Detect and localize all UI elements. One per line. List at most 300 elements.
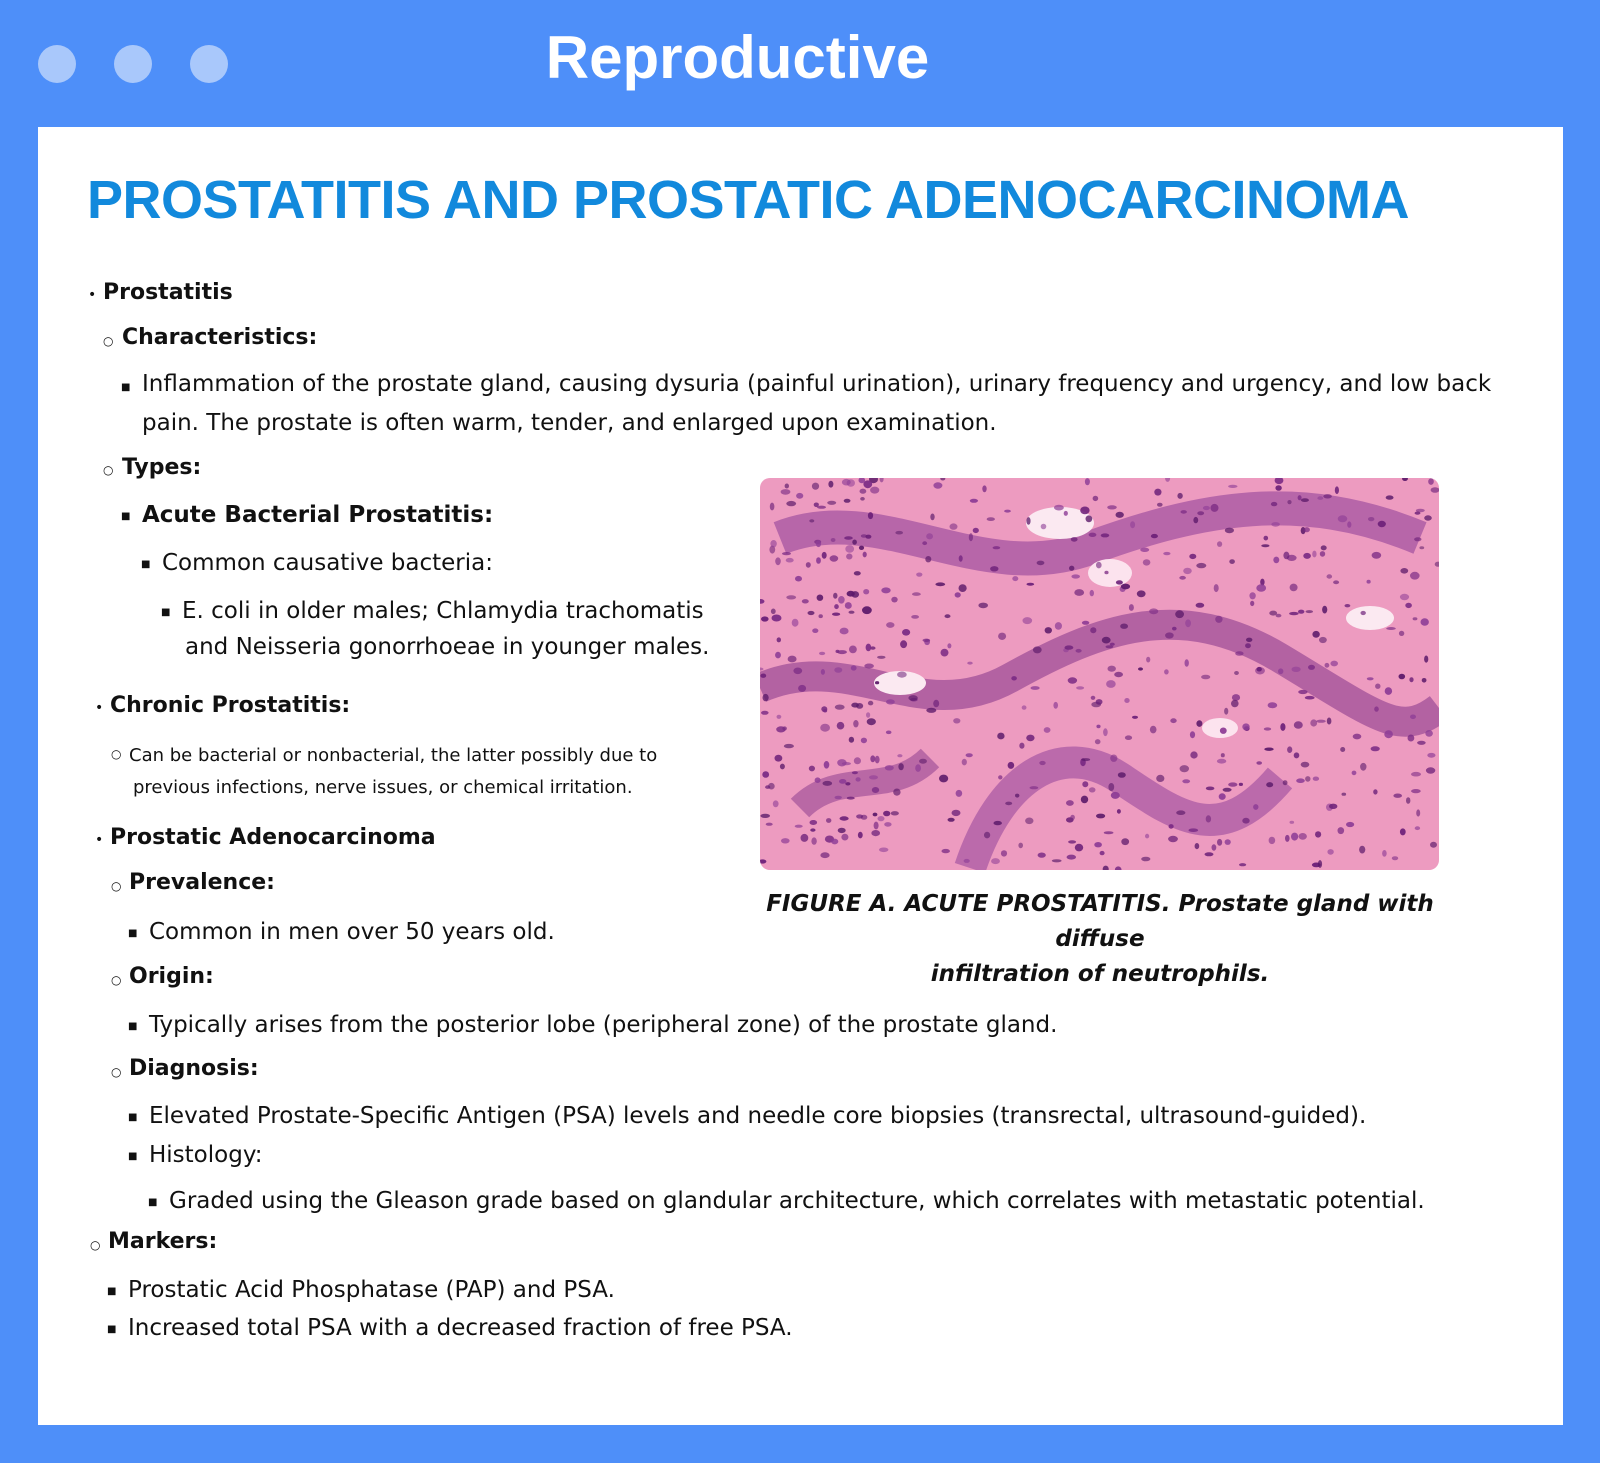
nucleus — [841, 834, 848, 841]
nucleus — [1005, 802, 1012, 806]
nucleus — [1411, 772, 1421, 777]
adenocarcinoma-heading: Prostatic Adenocarcinoma — [110, 825, 436, 850]
nucleus — [1089, 787, 1096, 792]
nucleus — [1070, 815, 1075, 820]
nucleus — [877, 656, 885, 659]
nucleus — [836, 650, 840, 653]
nucleus — [870, 755, 875, 762]
nucleus — [873, 813, 878, 817]
nucleus — [1371, 746, 1380, 751]
nucleus — [845, 545, 854, 553]
nucleus — [1201, 675, 1210, 680]
nucleus — [875, 681, 879, 684]
nucleus — [1431, 487, 1439, 493]
nucleus — [1266, 782, 1273, 787]
nucleus — [1271, 522, 1280, 527]
nucleus — [1264, 727, 1271, 730]
nucleus — [1424, 515, 1432, 520]
nucleus — [930, 514, 934, 521]
nucleus — [826, 818, 831, 823]
nucleus — [1023, 617, 1033, 624]
nucleus — [1055, 622, 1062, 630]
nucleus — [1273, 557, 1279, 564]
nucleus — [1239, 783, 1243, 786]
bullet-circle-icon — [103, 462, 113, 478]
nucleus — [1386, 627, 1396, 630]
nucleus — [845, 782, 850, 785]
nucleus — [795, 825, 803, 828]
markers-item-1: Prostatic Acid Phosphatase (PAP) and PSA. — [128, 1277, 615, 1303]
bacteria-label: Common causative bacteria: — [162, 550, 493, 576]
figure-caption-line2: infiltration of neutrophils. — [930, 961, 1270, 987]
nucleus — [952, 810, 961, 816]
nucleus — [1290, 821, 1295, 824]
nucleus — [1150, 726, 1157, 734]
nucleus — [1164, 669, 1169, 674]
nucleus — [1325, 663, 1330, 668]
nucleus — [1071, 574, 1080, 578]
nucleus — [1246, 638, 1252, 642]
nucleus — [1015, 794, 1019, 798]
nucleus — [1319, 637, 1327, 643]
nucleus — [935, 582, 945, 586]
nucleus — [766, 823, 773, 826]
nucleus — [853, 720, 858, 727]
nucleus — [1106, 680, 1116, 688]
nucleus — [959, 555, 963, 561]
nucleus — [1151, 534, 1158, 538]
nucleus — [867, 718, 876, 725]
nucleus — [1185, 619, 1191, 627]
nucleus — [1231, 700, 1239, 707]
nucleus — [796, 493, 803, 499]
nucleus — [1428, 478, 1434, 485]
nucleus — [1170, 718, 1176, 723]
nucleus — [1080, 507, 1089, 515]
nucleus — [831, 538, 836, 542]
nucleus — [1025, 818, 1033, 825]
nucleus — [998, 633, 1006, 640]
nucleus — [1250, 601, 1254, 606]
nucleus — [863, 589, 869, 594]
nucleus — [1242, 818, 1249, 824]
nucleus — [884, 822, 891, 827]
nucleus — [777, 637, 781, 642]
nucleus — [1054, 505, 1064, 511]
nucleus — [1269, 837, 1276, 844]
nucleus — [1419, 546, 1424, 549]
nucleus — [1285, 835, 1290, 842]
bullet-circle-icon — [103, 333, 113, 349]
nucleus — [925, 556, 931, 562]
nucleus — [885, 765, 894, 770]
nucleus — [776, 726, 785, 732]
nucleus — [1298, 610, 1304, 614]
nucleus — [775, 652, 781, 659]
nucleus — [1306, 610, 1313, 613]
nucleus — [833, 593, 837, 599]
nucleus — [1220, 728, 1227, 734]
nucleus — [1292, 667, 1301, 672]
nucleus — [1117, 809, 1121, 814]
nucleus — [1294, 721, 1303, 729]
nucleus — [1406, 797, 1410, 804]
nucleus — [802, 599, 809, 603]
nucleus — [1096, 699, 1103, 705]
nucleus — [1215, 616, 1222, 623]
nucleus — [777, 715, 782, 719]
nucleus — [1283, 552, 1289, 560]
nucleus — [1044, 727, 1051, 733]
nucleus — [834, 667, 842, 673]
nucleus — [1316, 720, 1326, 723]
nucleus — [1177, 493, 1182, 499]
nucleus — [1176, 810, 1185, 815]
nucleus — [1146, 657, 1150, 663]
nucleus — [1393, 794, 1402, 798]
nucleus — [1400, 594, 1409, 600]
nucleus — [1308, 665, 1315, 670]
nucleus — [1375, 684, 1380, 689]
nucleus — [923, 639, 931, 642]
nucleus — [1193, 517, 1198, 523]
nucleus — [1096, 562, 1102, 569]
nucleus — [1116, 580, 1123, 584]
nucleus — [898, 763, 903, 770]
characteristics-text-line1: Inflammation of the prostate gland, causing dysuria (painful urination), urinary frequency and urgency, and low back — [142, 371, 1492, 397]
nucleus — [781, 489, 791, 495]
nucleus — [1116, 512, 1124, 518]
nucleus — [1190, 751, 1197, 758]
nucleus — [991, 858, 1000, 864]
nucleus — [1018, 843, 1023, 849]
nucleus — [886, 622, 894, 628]
nucleus — [1373, 789, 1377, 794]
figure-caption-line1: FIGURE A. ACUTE PROSTATITIS. Prostate gland with diffuse — [766, 891, 1434, 952]
nucleus — [879, 848, 888, 853]
window-title: Reproductive — [545, 24, 930, 91]
nucleus — [1026, 735, 1034, 742]
nucleus — [1340, 747, 1345, 752]
bullet-square-icon — [128, 1147, 137, 1163]
nucleus — [860, 489, 867, 494]
chronic-text-line2: previous infections, nerve issues, or chemical irritation. — [133, 777, 633, 798]
nucleus — [1132, 716, 1138, 719]
nucleus — [835, 796, 842, 799]
nucleus — [842, 479, 851, 486]
markers-item-2: Increased total PSA with a decreased fraction of free PSA. — [128, 1315, 793, 1341]
bullet-square-icon — [161, 603, 170, 619]
nucleus — [1234, 671, 1239, 675]
nucleus — [1165, 632, 1174, 638]
nucleus — [786, 501, 796, 506]
nucleus — [1242, 723, 1249, 730]
nucleus — [1400, 568, 1408, 574]
nucleus — [942, 849, 950, 853]
nucleus — [866, 644, 872, 652]
nucleus — [900, 640, 907, 648]
nucleus — [964, 859, 970, 863]
nucleus — [1217, 839, 1222, 846]
nucleus — [1103, 728, 1108, 736]
nucleus — [860, 497, 865, 501]
nucleus — [1399, 674, 1406, 680]
nucleus — [875, 756, 880, 764]
nucleus — [911, 615, 919, 619]
nucleus — [1085, 478, 1090, 485]
nucleus — [941, 649, 949, 657]
bullet-circle-icon — [111, 972, 121, 988]
nucleus — [1385, 687, 1392, 695]
nucleus — [1330, 661, 1338, 667]
nucleus — [1031, 686, 1040, 690]
nucleus — [824, 761, 830, 769]
nucleus — [1280, 723, 1285, 731]
nucleus — [1256, 584, 1266, 592]
nucleus — [761, 711, 769, 715]
nucleus — [812, 483, 819, 490]
bullet-square-icon — [128, 924, 137, 940]
nucleus — [1253, 804, 1258, 810]
nucleus — [1081, 758, 1090, 761]
nucleus — [1294, 752, 1300, 758]
nucleus — [1156, 775, 1164, 782]
nucleus — [1283, 780, 1288, 785]
nucleus — [1323, 494, 1332, 498]
nucleus — [858, 832, 863, 839]
nucleus — [846, 554, 852, 560]
nucleus — [1287, 746, 1292, 753]
nucleus — [1011, 676, 1017, 680]
nucleus — [1416, 809, 1420, 816]
nucleus — [1322, 606, 1327, 614]
nucleus — [869, 775, 878, 779]
nucleus — [1421, 618, 1429, 626]
nucleus — [1168, 836, 1178, 842]
nucleus — [1141, 857, 1150, 862]
nucleus — [870, 487, 879, 494]
nucleus — [1257, 667, 1262, 672]
nucleus — [1229, 559, 1235, 564]
nucleus — [816, 557, 821, 564]
nucleus — [1296, 778, 1305, 783]
nucleus — [838, 596, 845, 604]
nucleus — [1353, 734, 1362, 740]
nucleus — [1228, 782, 1237, 786]
nucleus — [1223, 788, 1232, 792]
nucleus — [812, 628, 818, 633]
nucleus — [1118, 772, 1126, 778]
nucleus — [1149, 608, 1158, 614]
nucleus — [1038, 853, 1046, 858]
bullet-square-icon — [128, 1108, 137, 1124]
nucleus — [1101, 533, 1110, 537]
nucleus — [891, 597, 897, 603]
nucleus — [809, 519, 814, 522]
nucleus — [1129, 604, 1134, 611]
nucleus — [856, 777, 861, 781]
nucleus — [1361, 611, 1366, 615]
acute-bacterial-label: Acute Bacterial Prostatitis: — [142, 502, 494, 528]
nucleus — [919, 759, 927, 764]
nucleus — [851, 665, 857, 670]
nucleus — [1037, 561, 1045, 566]
nucleus — [1405, 603, 1412, 608]
nucleus — [990, 566, 998, 571]
nucleus — [1392, 856, 1398, 860]
nucleus — [820, 724, 830, 732]
nucleus — [1196, 603, 1205, 608]
nucleus — [872, 787, 879, 793]
nucleus — [1008, 762, 1015, 769]
nucleus — [760, 814, 770, 818]
figure-caption — [745, 887, 1455, 992]
nucleus — [1417, 741, 1426, 745]
nucleus — [1413, 617, 1418, 620]
nucleus — [801, 834, 809, 842]
nucleus — [1082, 621, 1089, 625]
nucleus — [1221, 753, 1225, 757]
nucleus — [861, 738, 867, 744]
nucleus — [868, 701, 873, 706]
nucleus — [1071, 537, 1078, 542]
nucleus — [1069, 566, 1074, 571]
nucleus — [831, 839, 838, 845]
nucleus — [1338, 515, 1348, 522]
nucleus — [1145, 834, 1149, 839]
nucleus — [1408, 735, 1415, 742]
nucleus — [1346, 822, 1354, 827]
nucleus — [1100, 851, 1105, 855]
nucleus — [1094, 842, 1102, 847]
nucleus — [969, 533, 973, 541]
nucleus — [1312, 631, 1319, 638]
nucleus — [763, 694, 769, 701]
nucleus — [1386, 495, 1394, 499]
histology-label: Histology: — [149, 1142, 263, 1168]
histology-micrograph — [760, 478, 1439, 870]
nucleus — [822, 552, 827, 559]
nucleus — [886, 699, 895, 704]
nucleus — [1033, 646, 1042, 653]
nucleus — [827, 501, 836, 505]
nucleus — [1290, 584, 1298, 592]
nucleus — [775, 755, 783, 762]
nucleus — [844, 536, 853, 540]
nucleus — [1012, 576, 1018, 581]
nucleus — [1110, 755, 1117, 762]
nucleus — [1312, 551, 1316, 558]
nucleus — [1121, 838, 1129, 845]
nucleus — [1313, 777, 1319, 781]
nucleus — [1039, 761, 1045, 765]
nucleus — [793, 668, 802, 675]
nucleus — [1217, 759, 1226, 764]
nucleus — [830, 555, 839, 561]
nucleus — [895, 531, 903, 535]
nucleus — [1367, 580, 1371, 584]
nucleus — [955, 592, 961, 597]
nucleus — [1130, 521, 1135, 528]
nucleus — [1068, 840, 1076, 843]
nucleus — [1278, 668, 1283, 674]
nucleus — [849, 737, 854, 743]
bacteria-text-line1: E. coli in older males; Chlamydia trachomatis — [182, 598, 704, 624]
nucleus — [1107, 505, 1117, 509]
nucleus — [849, 611, 855, 614]
nucleus — [838, 828, 846, 833]
nucleus — [1301, 498, 1309, 502]
nucleus — [908, 695, 917, 701]
nucleus — [1169, 824, 1174, 829]
nucleus — [1303, 553, 1311, 559]
nucleus — [1045, 627, 1052, 633]
nucleus — [770, 540, 776, 547]
nucleus — [926, 708, 936, 713]
nucleus — [915, 764, 921, 772]
nucleus — [1137, 590, 1146, 597]
nucleus — [886, 731, 892, 735]
nucleus — [1206, 815, 1211, 822]
nucleus — [849, 646, 857, 654]
nucleus — [854, 571, 861, 575]
nucleus — [1096, 814, 1105, 819]
nucleus — [1320, 551, 1325, 557]
nucleus — [1249, 592, 1255, 599]
nucleus — [998, 775, 1002, 779]
types-label: Types: — [122, 455, 202, 480]
nucleus — [1096, 725, 1100, 729]
nucleus — [1264, 748, 1273, 751]
nucleus — [780, 764, 785, 770]
nucleus — [859, 546, 864, 550]
nucleus — [1086, 515, 1093, 522]
nucleus — [788, 656, 797, 663]
nucleus — [811, 837, 816, 844]
nucleus — [1181, 510, 1187, 514]
nucleus — [978, 603, 988, 609]
nucleus — [1041, 524, 1047, 530]
nucleus — [823, 709, 827, 712]
markers-label: Markers: — [108, 1229, 218, 1254]
nucleus — [1075, 844, 1083, 852]
nucleus — [970, 499, 978, 503]
nucleus — [772, 615, 782, 622]
nucleus — [785, 484, 789, 489]
nucleus — [1081, 796, 1088, 804]
nucleus — [815, 777, 821, 783]
nucleus — [1185, 659, 1189, 666]
nucleus — [1424, 656, 1428, 663]
nucleus — [1172, 627, 1177, 631]
nucleus — [782, 552, 791, 555]
nucleus — [1095, 739, 1101, 744]
nucleus — [1090, 627, 1096, 633]
nucleus — [837, 759, 846, 766]
nucleus — [1180, 765, 1189, 772]
histology-figure-image — [760, 478, 1439, 870]
nucleus — [1206, 787, 1215, 791]
nucleus — [819, 614, 823, 618]
nucleus — [798, 685, 806, 692]
nucleus — [770, 503, 775, 511]
characteristics-label: Characteristics: — [122, 325, 318, 350]
nucleus — [816, 540, 821, 547]
nucleus — [1027, 583, 1035, 586]
nucleus — [1368, 517, 1374, 521]
nucleus — [966, 753, 973, 757]
nucleus — [1327, 574, 1333, 578]
